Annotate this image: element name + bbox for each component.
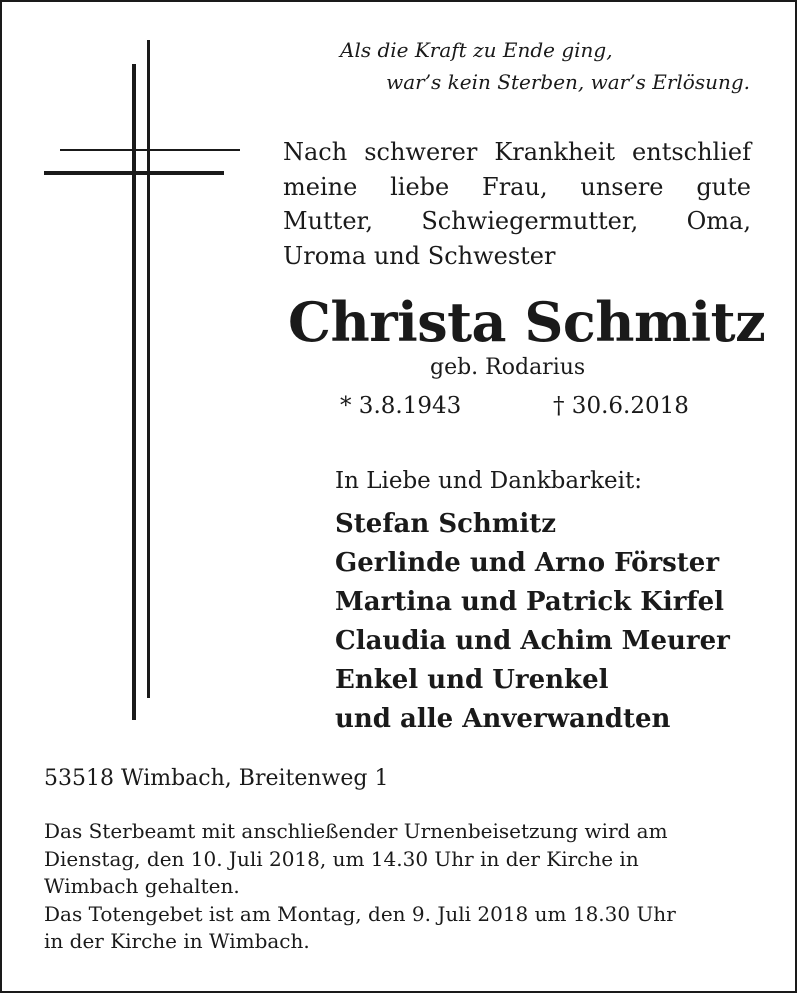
mourner-name: Martina und Patrick Kirfel — [335, 587, 725, 617]
notice-line: Dienstag, den 10. Juli 2018, um 14.30 Uhr in der Kirche in — [44, 846, 639, 871]
intro-row-2 — [283, 170, 751, 205]
notice-line: in der Kirche in Wimbach. — [44, 929, 310, 953]
intro-word: Frau, — [482, 172, 548, 201]
maiden-name: geb. Rodarius — [430, 355, 586, 380]
intro-word: gute — [696, 172, 751, 201]
mourners-intro: In Liebe und Dankbarkeit: — [335, 468, 642, 494]
notice-line: Das Totengebet ist am Montag, den 9. Juli 2018 um 18.30 Uhr — [44, 901, 676, 926]
death-date: † 30.6.2018 — [553, 393, 689, 419]
address: 53518 Wimbach, Breitenweg 1 — [44, 766, 389, 791]
intro-row-3 — [283, 204, 751, 239]
intro-word: Mutter, — [283, 207, 373, 235]
deceased-name: Christa Schmitz — [288, 290, 766, 354]
mourner-name: Stefan Schmitz — [335, 509, 556, 539]
intro-row-1 — [283, 135, 751, 170]
intro-word: Schwiegermutter, — [421, 207, 639, 235]
mourner-name: Gerlinde und Arno Förster — [335, 548, 720, 578]
birth-date: * 3.8.1943 — [340, 393, 462, 419]
intro-word: schwerer — [364, 138, 478, 166]
intro-word: entschlief — [632, 138, 751, 166]
intro-row-4: Uroma und Schwester — [283, 241, 556, 270]
mourner-name: Claudia und Achim Meurer — [335, 626, 730, 656]
intro-word: Krankheit — [494, 138, 616, 166]
intro-word: liebe — [390, 172, 450, 201]
notice-line: Wimbach gehalten. — [44, 874, 240, 898]
service-notice — [44, 818, 754, 956]
intro-word: Nach — [283, 138, 348, 166]
intro-word: Oma, — [686, 207, 751, 235]
intro-text — [283, 135, 751, 273]
intro-word: unsere — [580, 172, 664, 201]
mourner-name: und alle Anverwandten — [335, 704, 671, 734]
motto — [340, 34, 750, 98]
motto-line-1: Als die Kraft zu Ende ging, — [340, 38, 613, 62]
mourner-name: Enkel und Urenkel — [335, 665, 609, 695]
notice-line: Das Sterbeamt mit anschließender Urnenbeisetzung wird am — [44, 819, 668, 843]
mourners-list — [335, 505, 730, 739]
motto-line-2: war’s kein Sterben, war’s Erlösung. — [386, 70, 750, 94]
intro-word: meine — [283, 172, 358, 201]
